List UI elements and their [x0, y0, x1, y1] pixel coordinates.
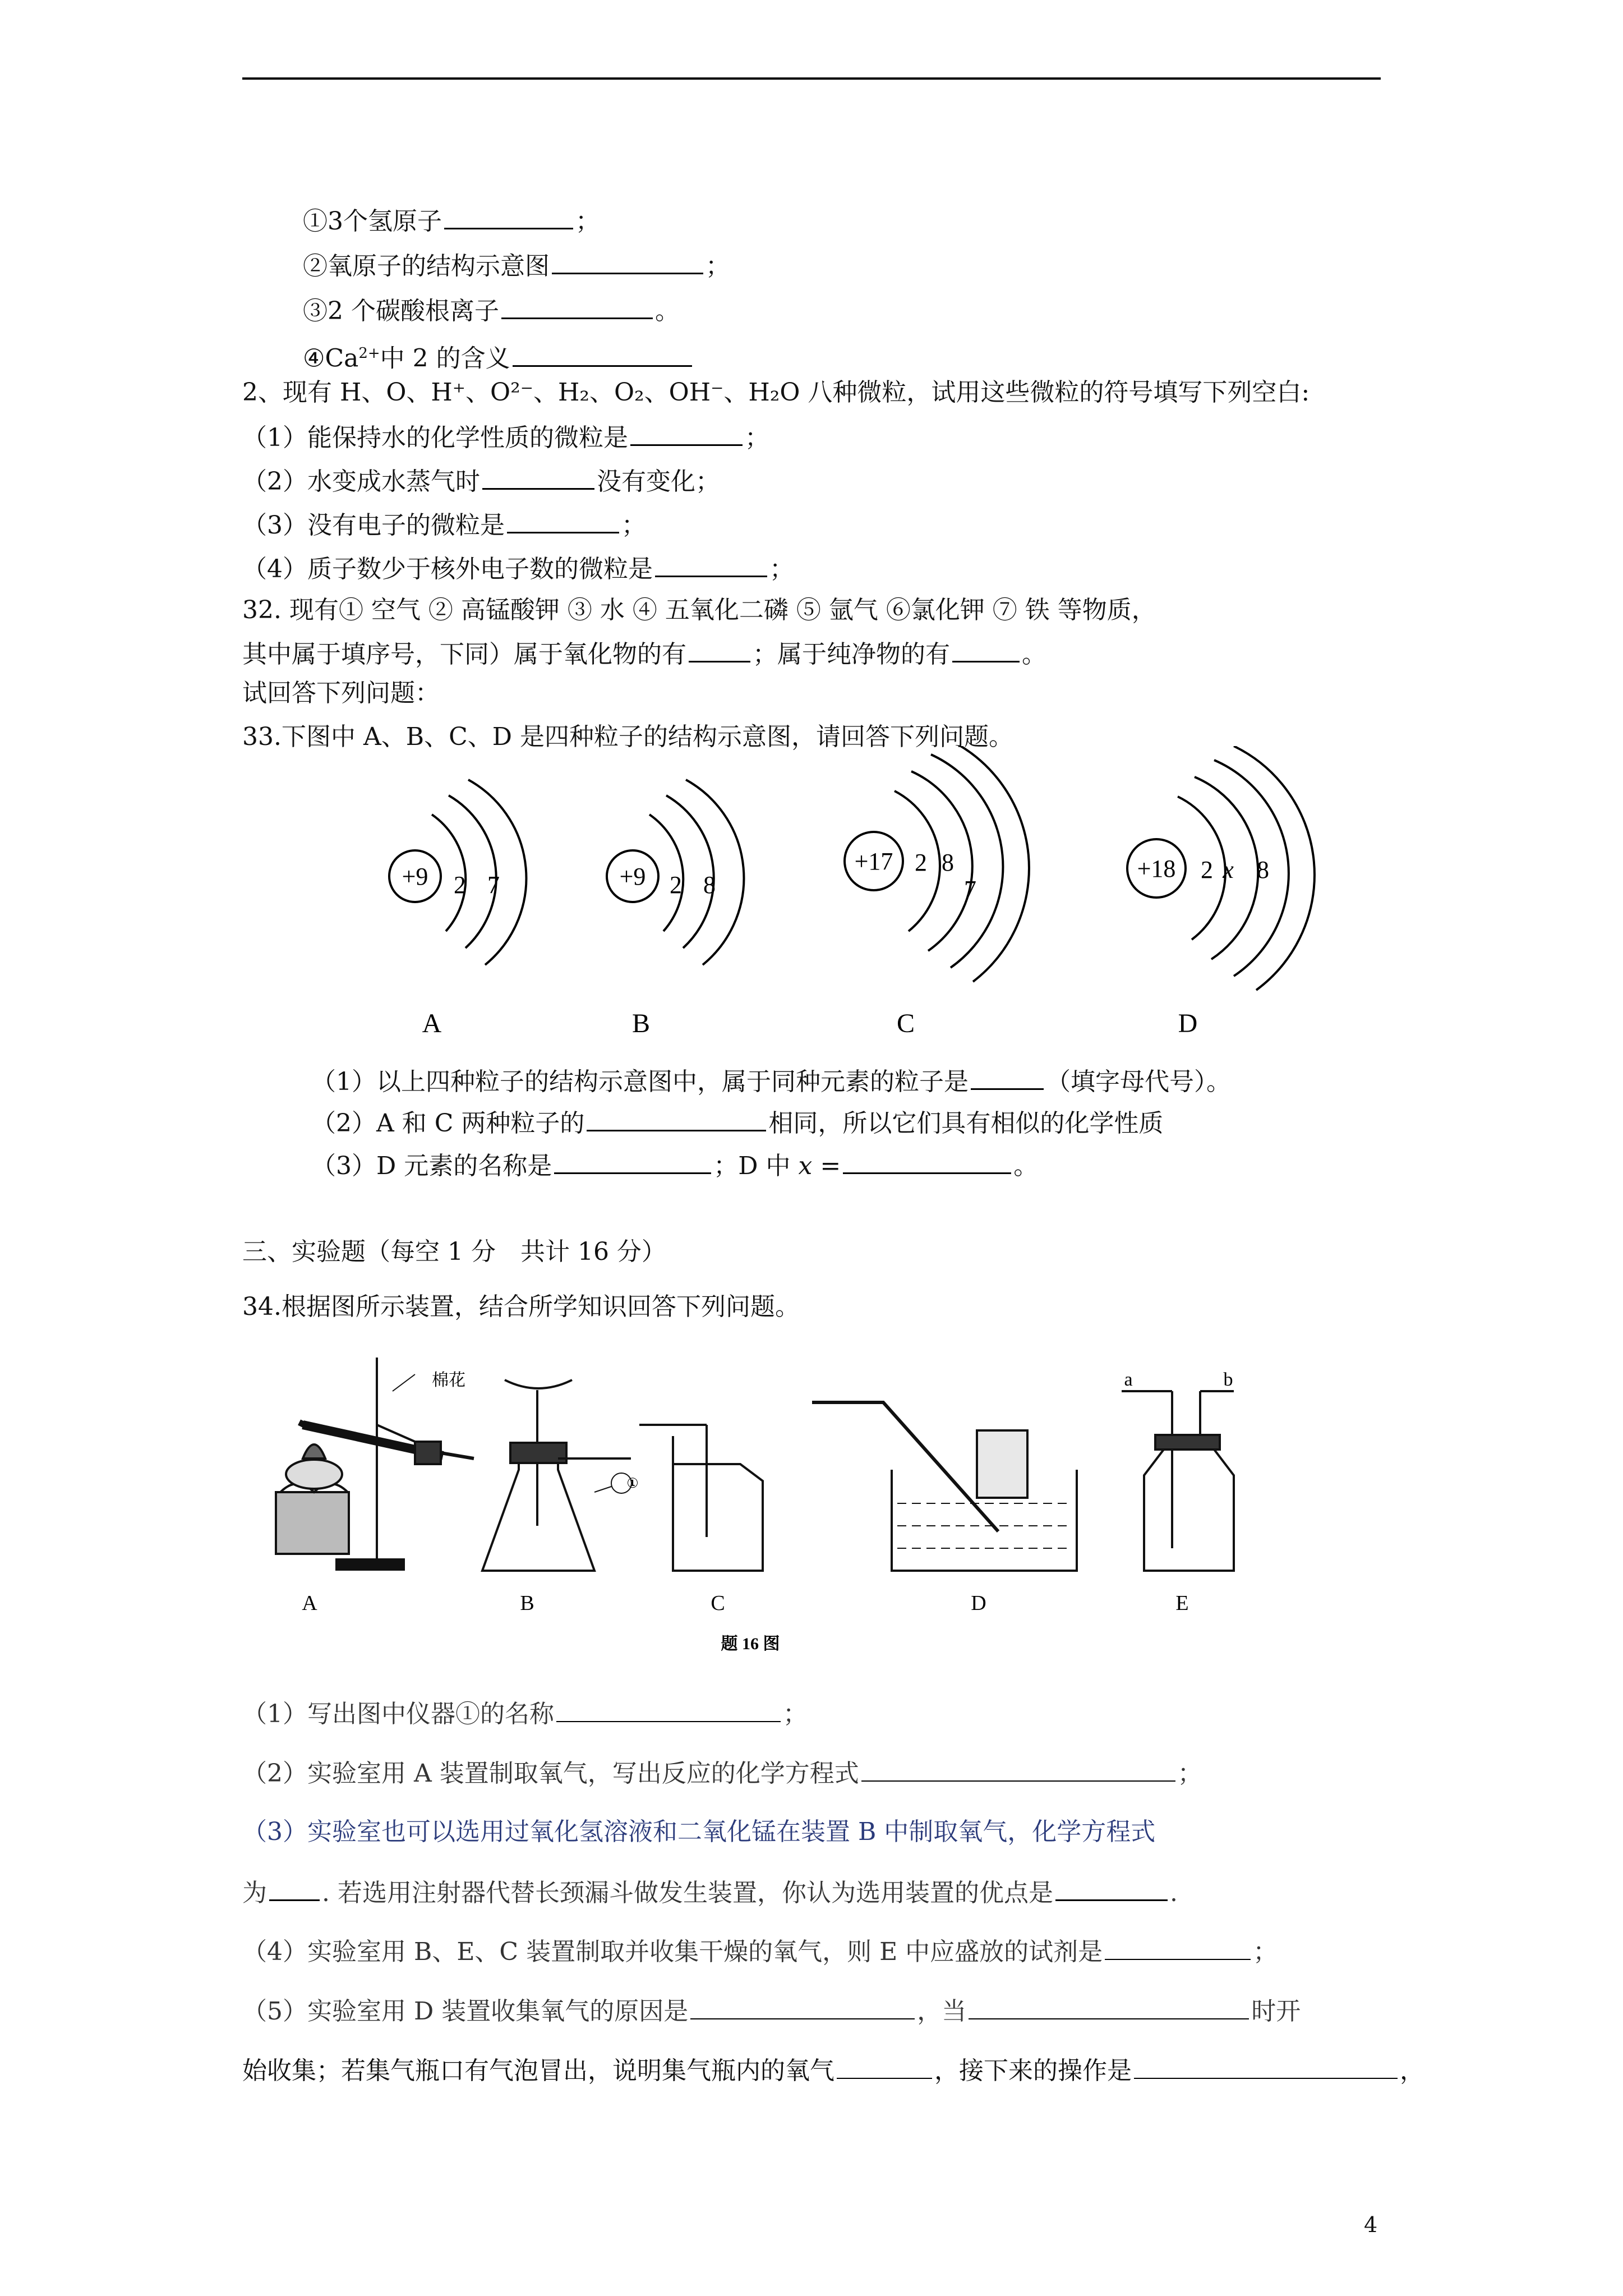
- apparatus-e: [1122, 1391, 1234, 1571]
- answer-blank[interactable]: [552, 248, 703, 274]
- q34-sub-1: （1）写出图中仪器①的名称 ；: [242, 1696, 808, 1731]
- q2-sub-3: （3）没有电子的微粒是 ；: [242, 507, 646, 542]
- q1-item-1: ①3个氢原子 ；: [303, 203, 600, 238]
- svg-text:a: a: [1124, 1369, 1133, 1390]
- answer-blank[interactable]: [971, 1064, 1044, 1090]
- svg-text:8: 8: [1257, 856, 1269, 884]
- svg-text:+18: +18: [1137, 855, 1176, 882]
- answer-blank[interactable]: [655, 551, 767, 577]
- svg-text:2: 2: [670, 871, 682, 899]
- svg-text:C: C: [896, 1009, 915, 1038]
- q32-line-2: 其中属于填序号，下同）属于氧化物的有 ；属于纯净物的有 。: [242, 636, 1046, 671]
- answer-blank[interactable]: [587, 1105, 766, 1131]
- section-3-heading: 三、实验题（每空 1 分 共计 16 分）: [242, 1237, 666, 1266]
- q2-sub-2: （2）水变成水蒸气时 没有变化；: [242, 463, 720, 499]
- svg-text:①: ①: [626, 1476, 639, 1491]
- answer-blank[interactable]: [556, 1696, 781, 1722]
- atom-structure-diagrams: [0, 746, 1623, 1060]
- answer-blank[interactable]: [952, 636, 1020, 662]
- answer-blank[interactable]: [690, 1994, 915, 2019]
- svg-text:x: x: [1223, 856, 1234, 884]
- svg-text:A: A: [302, 1591, 317, 1615]
- q34-stem: 34.根据图所示装置，结合所学知识回答下列问题。: [242, 1292, 800, 1321]
- q34-sub-3-line-1: （3）实验室也可以选用过氧化氢溶液和二氧化锰在装置 B 中制取氧气，化学方程式: [242, 1818, 1156, 1846]
- svg-text:D: D: [971, 1591, 986, 1615]
- svg-text:A: A: [422, 1009, 442, 1038]
- q1-item-3: ③2 个碳酸根离子 。: [303, 293, 680, 328]
- atom-diagram-c: [845, 746, 1029, 1038]
- svg-text:b: b: [1223, 1369, 1233, 1390]
- q34-sub-5-line-1: （5）实验室用 D 装置收集氧气的原因是 ，当 时开: [242, 1994, 1301, 2028]
- q34-sub-3-line-2: 为 . 若选用注射器代替长颈漏斗做发生装置，你认为选用装置的优点是 .: [242, 1875, 1178, 1910]
- page-number: 4: [1364, 2212, 1378, 2237]
- answer-blank[interactable]: [513, 341, 692, 367]
- svg-text:2: 2: [1201, 856, 1213, 884]
- answer-blank[interactable]: [1134, 2053, 1398, 2079]
- lab-apparatus-figure: [0, 1346, 1623, 1660]
- q33-stem: 33.下图中 A、B、C、D 是四种粒子的结构示意图，请回答下列问题。: [242, 723, 1013, 751]
- q34-sub-2: （2）实验室用 A 装置制取氧气，写出反应的化学方程式 ；: [242, 1756, 1202, 1791]
- q33-sub-2: （2）A 和 C 两种粒子的 相同，所以它们具有相似的化学性质: [311, 1105, 1163, 1140]
- svg-text:+9: +9: [402, 863, 428, 890]
- q1-item-4: $④Ca^{2+}$中 2 的含义: [303, 337, 694, 376]
- apparatus-b: [482, 1380, 631, 1571]
- answer-blank[interactable]: [843, 1148, 1011, 1174]
- svg-text:D: D: [1178, 1009, 1198, 1038]
- svg-text:C: C: [711, 1591, 725, 1615]
- answer-blank[interactable]: [482, 463, 594, 490]
- atom-diagram-b: [607, 780, 744, 1038]
- header-rule: [242, 77, 1381, 80]
- q33-sub-3: （3）D 元素的名称是 ；D 中 x = 。: [311, 1148, 1038, 1183]
- svg-text:棉花: 棉花: [432, 1371, 465, 1389]
- answer-blank[interactable]: [969, 1994, 1249, 2019]
- svg-text:7: 7: [964, 876, 976, 903]
- svg-text:7: 7: [487, 871, 500, 899]
- atom-diagram-d: [1127, 746, 1315, 1038]
- q2-stem: 2、现有 H、O、H⁺、O²⁻、H₂、O₂、OH⁻、H₂O 八种微粒，试用这些微粒的符号填写下列空白:: [242, 378, 1310, 407]
- q2-sub-4: （4）质子数少于核外电子数的微粒是 ；: [242, 551, 794, 586]
- q33-sub-1: （1）以上四种粒子的结构示意图中，属于同种元素的粒子是 （填字母代号）。: [311, 1064, 1231, 1099]
- svg-text:+9: +9: [619, 863, 646, 890]
- answer-blank[interactable]: [269, 1875, 320, 1901]
- svg-text:2: 2: [915, 849, 927, 876]
- answer-blank[interactable]: [554, 1148, 711, 1174]
- answer-blank[interactable]: [689, 636, 750, 662]
- answer-blank[interactable]: [444, 203, 573, 229]
- svg-text:+17: +17: [854, 848, 893, 875]
- answer-blank[interactable]: [1105, 1934, 1251, 1960]
- q2-sub-1: （1）能保持水的化学性质的微粒是 ；: [242, 420, 769, 455]
- svg-text:2: 2: [454, 871, 466, 899]
- svg-text:B: B: [520, 1591, 534, 1615]
- answer-blank[interactable]: [630, 420, 743, 446]
- svg-text:B: B: [631, 1009, 651, 1038]
- svg-text:8: 8: [942, 849, 954, 876]
- svg-text:题 16 图: 题 16 图: [721, 1635, 780, 1653]
- q32-line-3: 试回答下列问题：: [242, 679, 440, 707]
- atom-diagram-a: [389, 780, 526, 1038]
- answer-blank[interactable]: [837, 2053, 932, 2079]
- q32-line-1: 32. 现有① 空气 ② 高锰酸钾 ③ 水 ④ 五氧化二磷 ⑤ 氩气 ⑥氯化钾 ⑦ 铁 等物质，: [242, 596, 1156, 624]
- answer-blank[interactable]: [507, 507, 619, 533]
- answer-blank[interactable]: [1055, 1875, 1168, 1901]
- answer-blank[interactable]: [501, 293, 653, 319]
- apparatus-c: [639, 1425, 763, 1571]
- svg-text:E: E: [1175, 1591, 1189, 1615]
- answer-blank[interactable]: [861, 1756, 1175, 1782]
- svg-text:8: 8: [703, 871, 716, 899]
- q1-item-2: ②氧原子的结构示意图 ；: [303, 248, 730, 283]
- q34-sub-5-line-2: 始收集；若集气瓶口有气泡冒出，说明集气瓶内的氧气 ，接下来的操作是 ，: [242, 2053, 1424, 2088]
- apparatus-d: [812, 1402, 1077, 1571]
- q34-sub-4: （4）实验室用 B、E、C 装置制取并收集干燥的氧气，则 E 中应盛放的试剂是 ；: [242, 1934, 1278, 1969]
